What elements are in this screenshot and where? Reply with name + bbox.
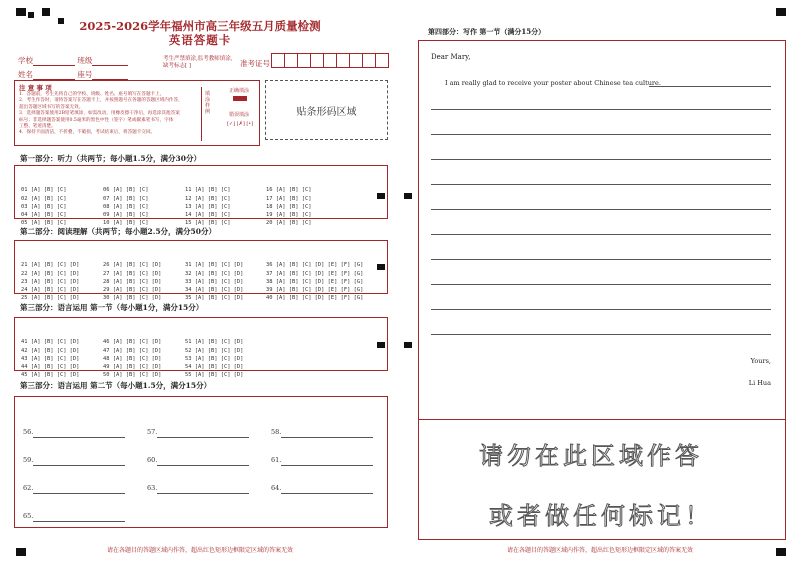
writing-line[interactable] [431,284,771,285]
blank-59[interactable]: 59. [23,447,125,466]
writing-line[interactable] [431,184,771,185]
blank-57[interactable]: 57. [147,419,249,438]
page-title: 2025-2026学年福州市高三年级五月质量检测 [79,19,321,33]
no-answer-line-1: 请勿在此区域作答 [479,442,703,470]
part2-title: 第二部分：阅读理解（共两节；每小题2.5分，满分50分） [20,227,216,236]
part1-col-4[interactable]: 16 [A] [B] [C] 17 [A] [B] [C] 18 [A] [B] [C] 19 [A] [B] [C] 20 [A] [B] [C] [266,187,312,227]
part2-col-2[interactable]: 26 [A] [B] [C] [D] 27 [A] [B] [C] [D] 28 [A] [B] [C] [D] 29 [A] [B] [C] [D] 30 [A] [B] [C] [D] [103,262,162,302]
correct-label: 正确填涂 [229,88,250,94]
writing-line[interactable] [431,209,771,210]
part3b-title: 第三部分：语言运用 第二节（每小题1.5分，满分15分） [20,381,212,390]
footer-right: 请在各题目的答题区域内作答，超出红色矩形边框限定区域的答案无效 [506,547,693,554]
part1-title: 第一部分：听力（共两节；每小题1.5分，满分30分） [20,154,201,163]
notice-list: 1．答题前，考生先将自己的学校、班级、姓名、座号填写在答题卡上， 2．考生作答时，请将答案写在答题卡上，并按照题号在各题的答题区域内作答， 超出答题区域书写的答案无效。 3．选择题答案使用2B铅笔填涂，如需改动，用橡皮擦干净后，再选涂其他答案 标号；非选择题答案使用0.5毫米的黑色中性（签字）笔或碳素笔书写，字体 工整、笔迹清楚。 4．保持卡面清洁，不折叠，不破损，考试结束后，将答题卡交回。 [19,92,183,136]
part1-col-3[interactable]: 11 [A] [B] [C] 12 [A] [B] [C] 13 [A] [B] [C] 14 [A] [B] [C] 15 [A] [B] [C] [185,187,231,227]
blank-61[interactable]: 61. [271,447,373,466]
writing-line[interactable] [431,109,771,110]
footer-left: 请在各题目的答题区域内作答，超出红色矩形边框限定区域的答案无效 [106,547,293,554]
writing-line[interactable] [431,309,771,310]
part3a-box [14,317,388,379]
part3a-title: 第三部分：语言运用 第一节（每小题1分，满分15分） [20,303,204,312]
part1-col-1[interactable]: 01 [A] [B] [C] 02 [A] [B] [C] 03 [A] [B] [C] 04 [A] [B] [C] 05 [A] [B] [C] [21,187,67,227]
writing-line[interactable] [431,159,771,160]
timing-mark [776,8,786,16]
blank-62[interactable]: 62. [23,475,125,494]
part1-box [14,165,388,227]
part2-col-4[interactable]: 36 [A] [B] [C] [D] [E] [F] [G] 37 [A] [B] [C] [D] [E] [F] [G] 38 [A] [B] [C] [D] [E] [F] [G] 39 [A] [B] [C] [D] [E] [F] [G] 40 [A] [B] [C] [D] [E] [F] [G] [266,262,364,302]
timing-mark [404,342,412,348]
writing-line[interactable] [431,234,771,235]
part1-col-2[interactable]: 06 [A] [B] [C] 07 [A] [B] [C] 08 [A] [B] [C] 09 [A] [B] [C] 10 [A] [B] [C] [103,187,149,227]
blank-65[interactable]: 65. [23,503,125,522]
part4-title: 第四部分：写作 第一节（满分15分） [428,27,546,36]
correct-sample [233,96,247,101]
part3a-col-1[interactable]: 41 [A] [B] [C] [D] 42 [A] [B] [C] [D] 43 [A] [B] [C] [D] 44 [A] [B] [C] [D] 45 [A] [B] [C] [D] [21,339,80,379]
wrong-sample: [✓] [✗] [•] [227,121,254,127]
signature: Li Hua [748,379,771,387]
writing-line[interactable] [431,134,771,135]
blank-60[interactable]: 60. [147,447,249,466]
part2-col-1[interactable]: 21 [A] [B] [C] [D] 22 [A] [B] [C] [D] 23 [A] [B] [C] [D] 24 [A] [B] [C] [D] 25 [A] [B] [C] [D] [21,262,80,302]
writing-box [418,40,786,540]
exam-note: 考生严禁填涂,监考教师填涂, 缺考标志[ ] [163,56,233,69]
notice-box [14,80,260,146]
timing-mark [16,8,26,16]
blank-63[interactable]: 63. [147,475,249,494]
greeting: Dear Mary, [431,53,471,61]
writing-line[interactable] [431,259,771,260]
part3a-col-2[interactable]: 46 [A] [B] [C] [D] 47 [A] [B] [C] [D] 48 [A] [B] [C] [D] 49 [A] [B] [C] [D] 50 [A] [B] [C] [D] [103,339,162,379]
part3b-box [14,396,388,528]
exam-number-label: 准考证号： [240,59,278,68]
timing-mark [42,8,50,16]
barcode-area: 贴条形码区域 [265,80,388,140]
writing-line[interactable] [431,334,771,335]
exam-number-boxes[interactable] [271,53,389,68]
blank-56[interactable]: 56. [23,419,125,438]
blank-58[interactable]: 58. [271,419,373,438]
name-field[interactable]: 姓名 座号 [18,69,128,80]
notice-title: 注 意 事 项 [19,84,52,92]
sample-label: 填涂样例 [205,91,211,115]
wrong-label: 错误填涂 [229,112,250,118]
school-field[interactable]: 学校 班级 [18,55,128,66]
part2-col-3[interactable]: 31 [A] [B] [C] [D] 32 [A] [B] [C] [D] 33 [A] [B] [C] [D] 34 [A] [B] [C] [D] 35 [A] [B] [C] [D] [185,262,244,302]
page-subtitle: 英语答题卡 [168,33,232,47]
closing: Yours, [750,357,771,365]
part3a-col-3[interactable]: 51 [A] [B] [C] [D] 52 [A] [B] [C] [D] 53 [A] [B] [C] [D] 54 [A] [B] [C] [D] 55 [A] [B] [C] [D] [185,339,244,379]
no-answer-line-2: 或者做任何标记！ [489,502,713,530]
timing-mark [404,193,412,199]
part2-box [14,240,388,302]
first-line: I am really glad to receive your poster about Chinese tea culture. [445,79,661,87]
blank-64[interactable]: 64. [271,475,373,494]
